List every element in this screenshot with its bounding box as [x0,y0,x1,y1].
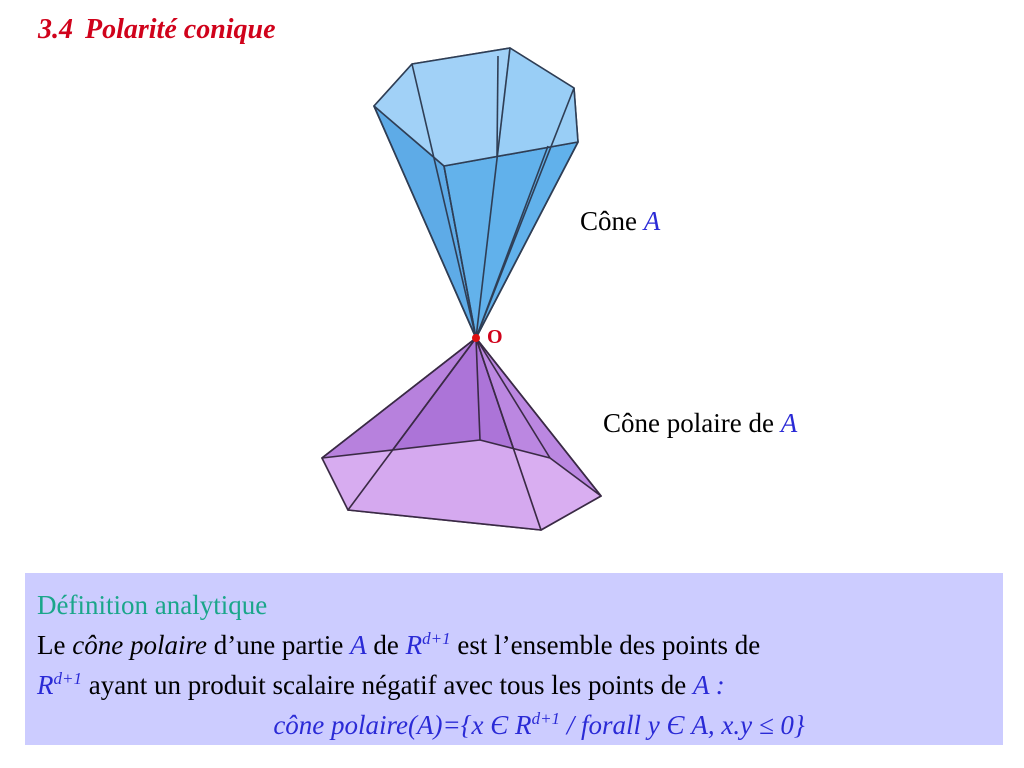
math-exponent: d+1 [53,669,82,688]
slide-title-number: 3.4 [38,14,73,45]
formula-text: / forall y Є A, x.y ≤ 0} [560,710,805,740]
definition-text: de [366,630,406,660]
math-var-a: A [350,630,367,660]
definition-term: cône polaire [72,630,207,660]
definition-line-1 [37,625,991,665]
cone-a-label [580,206,660,237]
definition-formula [37,705,991,745]
definition-text: d’une partie [206,630,351,660]
cone-a-edge [497,56,498,156]
cone-a [374,48,578,338]
slide-title-text: Polarité conique [85,14,276,45]
cone-polar-label-var: A [780,408,798,438]
origin-point [472,334,480,342]
definition-text: est l’ensemble des points de [450,630,761,660]
definition-box [25,573,1003,745]
math-var-a: A : [693,670,725,700]
definition-text: Le [37,630,73,660]
definition-text: ayant un produit scalaire négatif avec tous les points de [81,670,694,700]
math-exponent: d+1 [422,629,451,648]
cone-a-label-prefix: Cône [580,206,637,236]
origin-label: O [487,326,503,348]
math-exponent: d+1 [531,709,561,728]
cone-polar-label [603,408,797,439]
math-space-r: R [37,670,54,700]
definition-heading: Définition analytique [37,590,268,620]
math-space-r: R [405,630,423,660]
cone-polar [322,338,601,530]
formula-text: cône polaire(A)={x Є R [273,710,532,740]
definition-line-2 [37,665,991,705]
cone-polar-label-prefix: Cône polaire de [603,408,774,438]
cone-a-label-var: A [643,206,661,236]
